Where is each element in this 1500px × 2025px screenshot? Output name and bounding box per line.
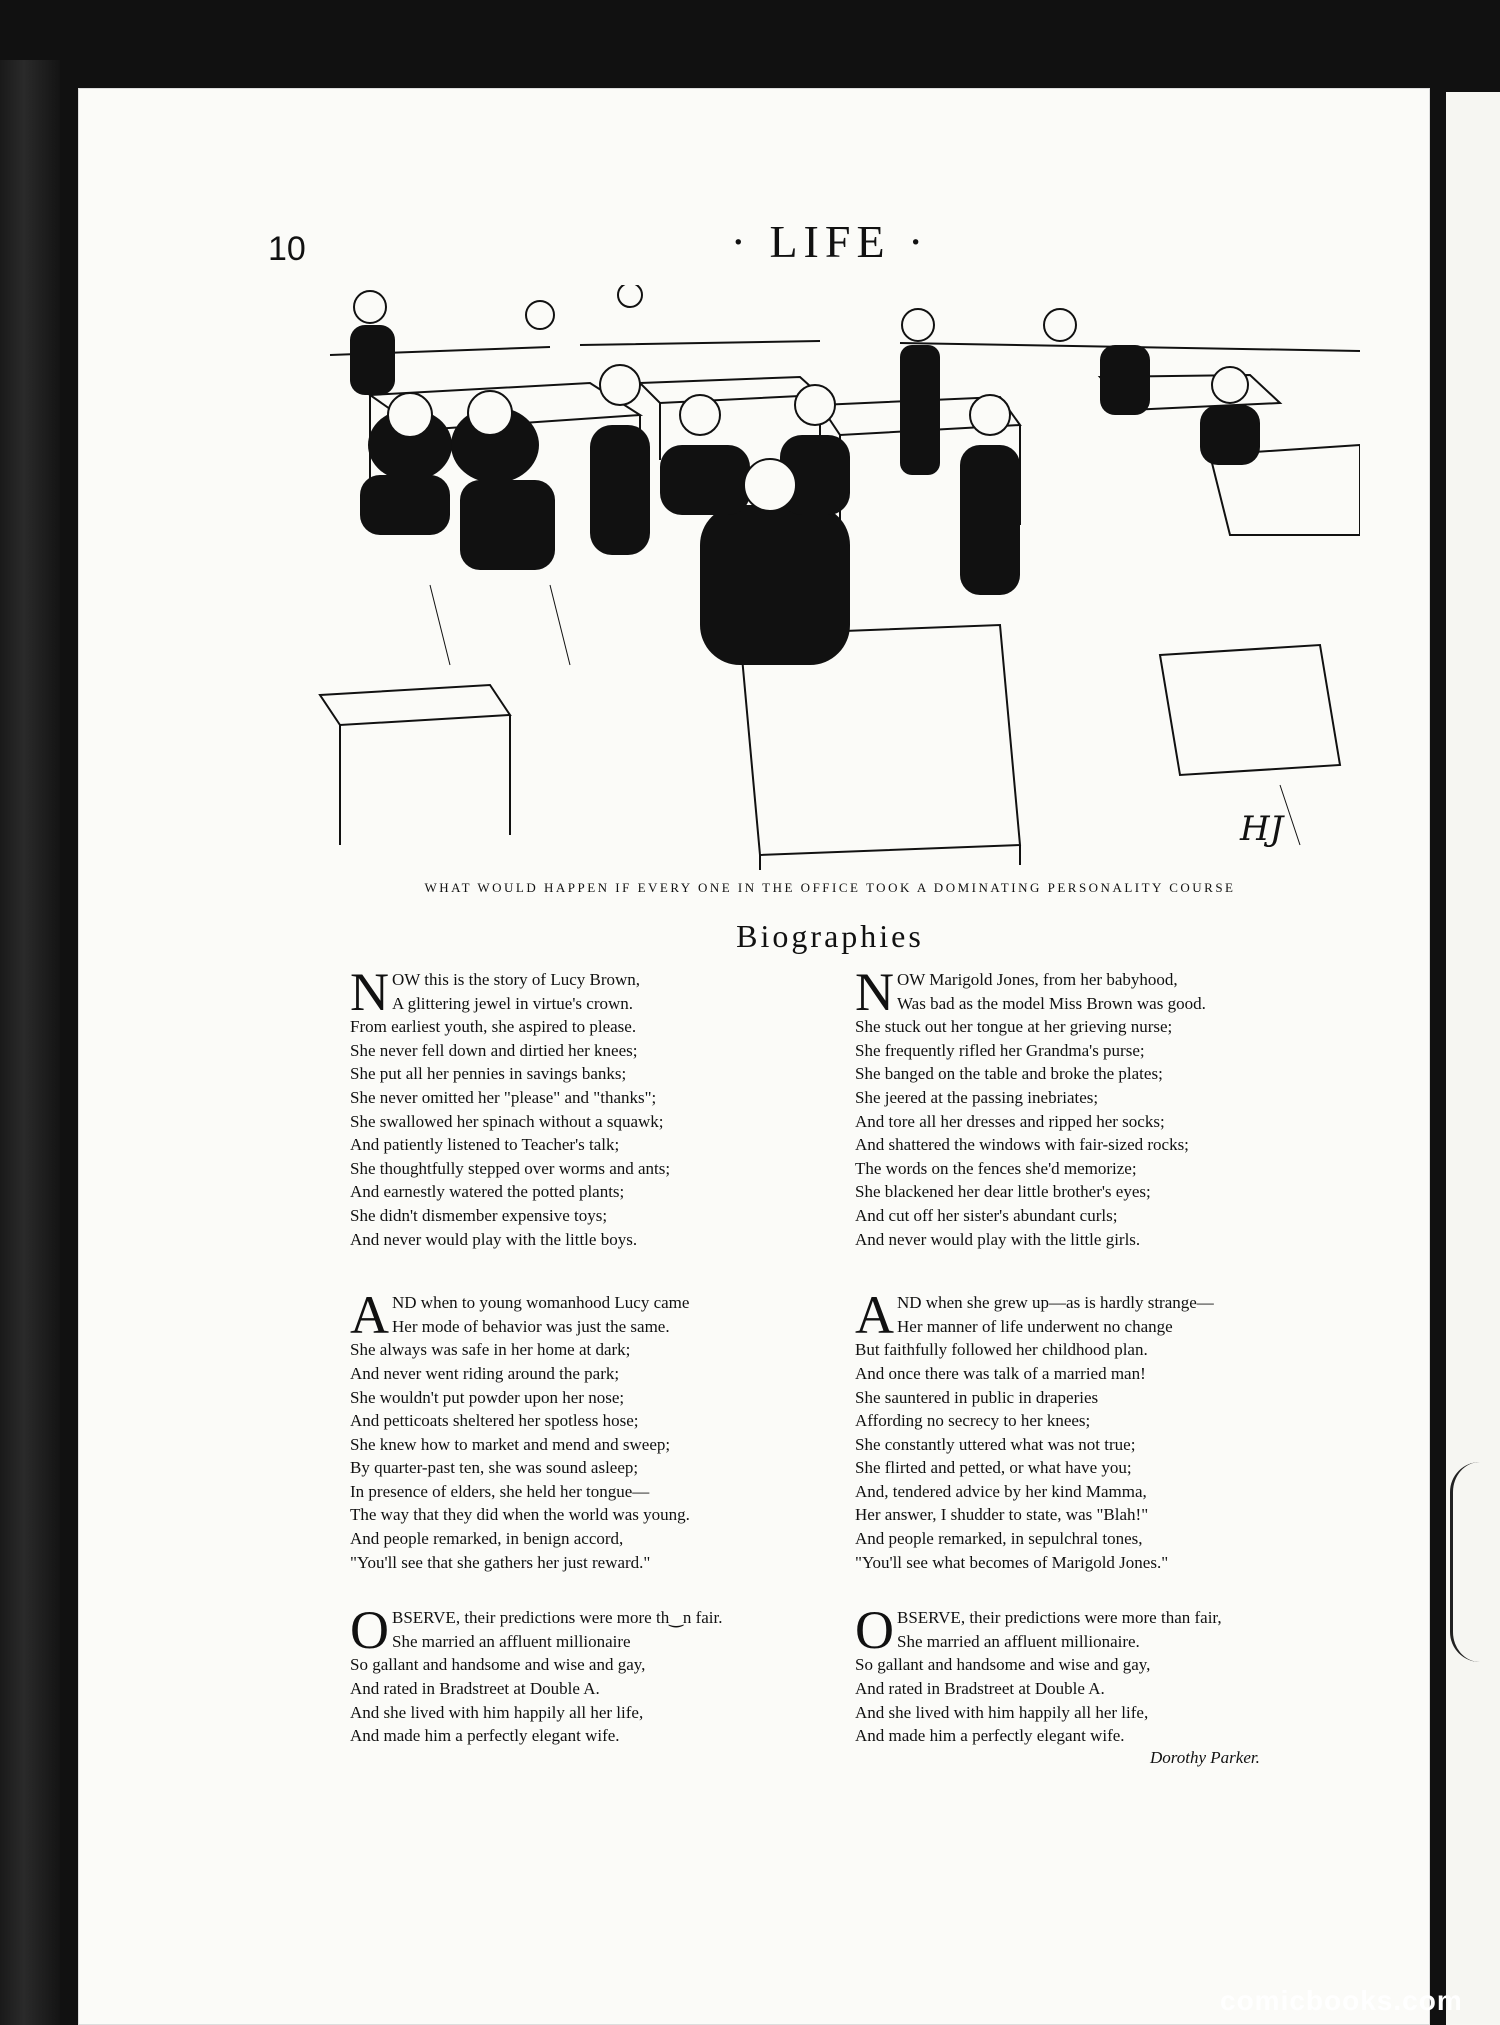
poem-stanza [855, 962, 1375, 1251]
poem-line: BSERVE, their predictions were more th‿n fair. [392, 1608, 723, 1628]
poem-line: By quarter-past ten, she was sound asleep; [350, 1458, 639, 1478]
poem-line: And tore all her dresses and ripped her socks; [855, 1111, 1165, 1131]
poem-line: Her answer, I shudder to state, was "Blah!" [855, 1505, 1149, 1525]
poem-line: And never went riding around the park; [350, 1363, 620, 1383]
poem-line: She married an affluent millionaire. [897, 1631, 1140, 1651]
drop-cap: O [350, 1600, 389, 1661]
poem-line: And rated in Bradstreet at Double A. [350, 1679, 600, 1699]
poem-stanza [350, 1285, 870, 1574]
poem-line: And shattered the windows with fair-sized rocks; [855, 1135, 1189, 1155]
poem-column-right [855, 962, 1375, 1788]
poem-line: And never would play with the little girls. [855, 1229, 1141, 1249]
poem-line: So gallant and handsome and wise and gay, [350, 1655, 646, 1675]
poem-line: And made him a perfectly elegant wife. [855, 1726, 1125, 1746]
poem-line: And never would play with the little boys. [350, 1229, 638, 1249]
poem-stanza [855, 1600, 1375, 1748]
poem-line: And people remarked, in benign accord, [350, 1529, 624, 1549]
poem-line: She constantly uttered what was not true; [855, 1434, 1136, 1454]
poem-line: She never fell down and dirtied her knees; [350, 1040, 638, 1060]
page-number: 10 [268, 230, 306, 268]
poem-line: And cut off her sister's abundant curls; [855, 1205, 1118, 1225]
poem-column-left [350, 962, 870, 1788]
poem-line: And earnestly watered the potted plants; [350, 1182, 625, 1202]
poem-line: She jeered at the passing inebriates; [855, 1087, 1099, 1107]
poem-line: She knew how to market and mend and sweep; [350, 1434, 671, 1454]
poem-line: She sauntered in public in draperies [855, 1387, 1099, 1407]
drop-cap: N [855, 962, 894, 1022]
poem-line: She swallowed her spinach without a squawk; [350, 1111, 664, 1131]
poem-line: She married an affluent millionaire [392, 1631, 631, 1651]
poem-line: BSERVE, their predictions were more than fair, [897, 1608, 1222, 1628]
office-cartoon [300, 285, 1360, 870]
poem-line: She wouldn't put powder upon her nose; [350, 1387, 625, 1407]
poem-line: She thoughtfully stepped over worms and ants; [350, 1158, 671, 1178]
facing-page-drawing-fragment [1450, 1462, 1493, 1662]
poem-line: A glittering jewel in virtue's crown. [392, 993, 634, 1013]
cartoon-caption: WHAT WOULD HAPPEN IF EVERY ONE IN THE OFFICE TOOK A DOMINATING PERSONALITY COURSE [424, 880, 1236, 895]
magazine-masthead: · LIFE · [730, 216, 930, 267]
site-watermark: comicbooks.com [1220, 1985, 1463, 2016]
poem-line: Her mode of behavior was just the same. [392, 1316, 670, 1336]
poem-line: Was bad as the model Miss Brown was good. [897, 993, 1206, 1013]
poem-line: She always was safe in her home at dark; [350, 1340, 631, 1360]
poem-line: She banged on the table and broke the plates; [855, 1064, 1163, 1084]
poem-stanza [350, 1600, 870, 1748]
poem-stanza [855, 1285, 1375, 1574]
poem-line: OW Marigold Jones, from her babyhood, [897, 970, 1178, 989]
facing-page-edge [1446, 92, 1500, 2025]
poem-line: From earliest youth, she aspired to please. [350, 1017, 637, 1037]
poem-line: And, tendered advice by her kind Mamma, [855, 1481, 1147, 1501]
drop-cap: O [855, 1600, 894, 1661]
poem-line: "You'll see that she gathers her just reward." [350, 1552, 651, 1572]
poem-line: And people remarked, in sepulchral tones, [855, 1529, 1143, 1549]
poem-line: And she lived with him happily all her life, [350, 1702, 644, 1722]
author-signature: Dorothy Parker. [1150, 1748, 1260, 1767]
poem-line: Her manner of life underwent no change [897, 1316, 1173, 1336]
poem-line: So gallant and handsome and wise and gay, [855, 1655, 1151, 1675]
poem-line: And once there was talk of a married man! [855, 1363, 1146, 1383]
poem-line: The words on the fences she'd memorize; [855, 1158, 1137, 1178]
poem-line: OW this is the story of Lucy Brown, [392, 970, 641, 989]
drop-cap: A [855, 1285, 894, 1346]
left-binding-edge [0, 60, 60, 2025]
poem-line: And made him a perfectly elegant wife. [350, 1726, 620, 1746]
poem-stanza [350, 962, 870, 1251]
poem-line: In presence of elders, she held her tongue— [350, 1481, 650, 1501]
poem-line: She never omitted her "please" and "thanks"; [350, 1087, 657, 1107]
poem-line: She flirted and petted, or what have you; [855, 1458, 1132, 1478]
drop-cap: N [350, 962, 389, 1022]
poem-line: She didn't dismember expensive toys; [350, 1205, 608, 1225]
poem-line: She put all her pennies in savings banks; [350, 1064, 627, 1084]
drop-cap: A [350, 1285, 389, 1346]
poem-line: Affording no secrecy to her knees; [855, 1411, 1091, 1431]
poem-line: And patiently listened to Teacher's talk; [350, 1135, 620, 1155]
poem-line: But faithfully followed her childhood plan. [855, 1340, 1148, 1360]
poem-line: The way that they did when the world was young. [350, 1505, 690, 1525]
svg-text:HJ: HJ [1240, 809, 1284, 849]
poem-line: She stuck out her tongue at her grieving nurse; [855, 1017, 1173, 1037]
poem-title: Biographies [736, 918, 924, 954]
poem-line: ND when she grew up—as is hardly strange— [897, 1293, 1214, 1313]
poem-line: She blackened her dear little brother's eyes; [855, 1182, 1151, 1202]
poem-line: And she lived with him happily all her life, [855, 1702, 1149, 1722]
poem-line: She frequently rifled her Grandma's purse; [855, 1040, 1145, 1060]
poem-line: ND when to young womanhood Lucy came [392, 1293, 690, 1313]
poem-line: And petticoats sheltered her spotless hose; [350, 1411, 639, 1431]
poem-line: "You'll see what becomes of Marigold Jones." [855, 1552, 1169, 1572]
poem-line: And rated in Bradstreet at Double A. [855, 1679, 1105, 1699]
